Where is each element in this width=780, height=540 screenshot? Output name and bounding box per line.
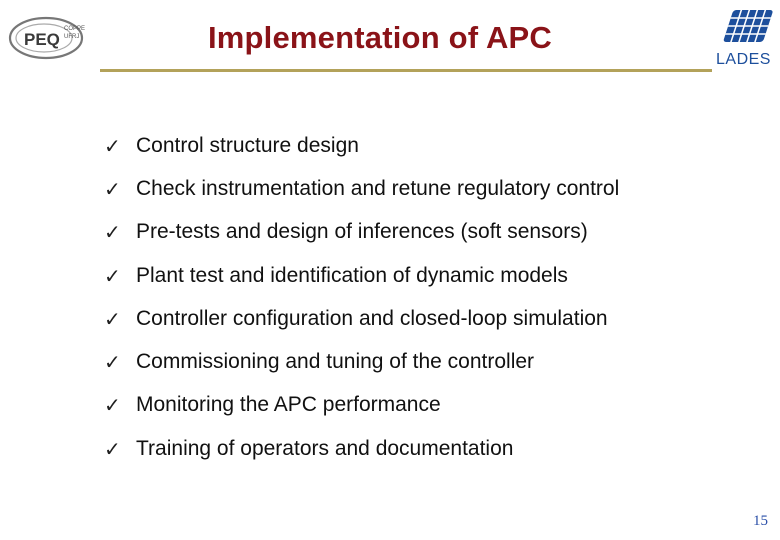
- logo-lades-text: LADES: [716, 51, 771, 68]
- title-underline: [100, 69, 712, 72]
- bullet-text: Training of operators and documentation: [136, 436, 514, 460]
- bullet-list: [104, 124, 764, 470]
- list-item: [104, 384, 764, 427]
- list-item: [104, 211, 764, 254]
- checkmark-icon: ✓: [104, 133, 121, 158]
- list-item: [104, 167, 764, 210]
- checkmark-icon: ✓: [104, 263, 121, 288]
- logo-ufrj-text: UFRJ: [64, 34, 80, 40]
- page-number: 15: [753, 513, 768, 529]
- bullet-text: Pre-tests and design of inferences (soft sensors): [136, 220, 588, 244]
- checkmark-icon: ✓: [104, 220, 121, 245]
- bullet-text: Check instrumentation and retune regulatory control: [136, 176, 620, 200]
- bullet-text: Controller configuration and closed-loop simulation: [136, 306, 608, 330]
- peq-logo: [6, 10, 94, 66]
- checkmark-icon: ✓: [104, 393, 121, 418]
- list-item: [104, 340, 764, 383]
- bullet-text: Commissioning and tuning of the controller: [136, 350, 535, 374]
- list-item: [104, 124, 764, 167]
- slide-title: Implementation of APC: [207, 20, 553, 55]
- checkmark-icon: ✓: [104, 306, 121, 331]
- checkmark-icon: ✓: [104, 176, 121, 201]
- logo-peq-text: PEQ: [24, 30, 60, 49]
- list-item: [104, 297, 764, 340]
- bullet-text: Plant test and identification of dynamic models: [136, 263, 568, 287]
- lades-logo: [712, 6, 778, 68]
- bullet-text: Control structure design: [136, 133, 359, 157]
- logo-coppe-text: COPPE: [64, 26, 86, 32]
- checkmark-icon: ✓: [104, 350, 121, 375]
- list-item: [104, 254, 764, 297]
- bullet-text: Monitoring the APC performance: [136, 393, 441, 417]
- checkmark-icon: ✓: [104, 436, 121, 461]
- list-item: [104, 427, 764, 470]
